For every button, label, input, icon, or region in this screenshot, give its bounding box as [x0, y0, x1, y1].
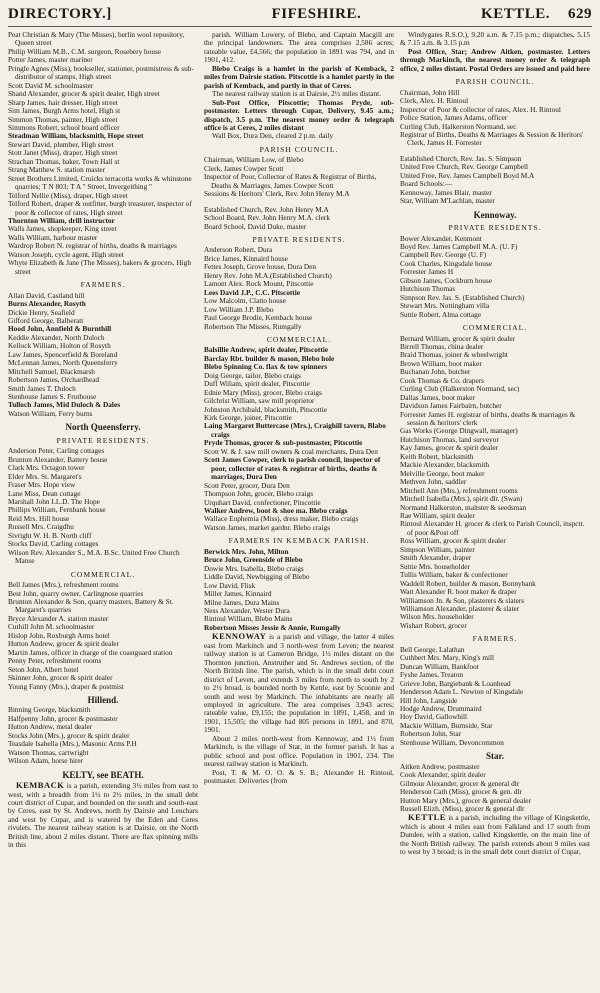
directory-entry: Gifford George, Balberatt [8, 315, 84, 325]
directory-entry: Walls William, harbour master [8, 232, 98, 242]
directory-entry: Stewart David, plumber, High street [8, 139, 114, 149]
directory-entry: Williamson Jn. & Son, plasterers & slaters [400, 595, 525, 605]
directory-entry: Russell Elizh. (Miss), grocer & general dlr [400, 803, 525, 813]
place-heading: KELTY, see BEATH. [62, 769, 144, 780]
directory-entry: Pringle Agnes (Miss), bookseller, stationer, postmistress & sub-distributor of stamps, High street [8, 63, 194, 82]
paragraph-text: parish. William Lowery, of Blebo, and Captain Macgill are the principal landowners. The area comprises 2,586 acres; rateable value, £4,566; the population in 1891 was 794, and in 1901, 412. [204, 31, 394, 65]
directory-entry: Street Brothers Limited, Cruicks terracotta works & whinstone quarries; T N 803; T A " Street, Invergeithing " [8, 173, 192, 192]
directory-entry: Kellock William, Holton of Rosyth [8, 341, 111, 351]
directory-entry: Blebo Spinning Co. flax & tow spinners [204, 362, 328, 372]
place-heading: Star. [486, 751, 504, 762]
paragraph-text: is a parish, extending 3½ miles from east to west, with a breadth from 1½ to 2½ miles, in the small debt court district of Cupar, and bounded on the south and south-east by Ceres, east by St. Andrews, north by Dairsie and Leuchars and west by Cupar, and is watered by the Eden and Ceres rivulets. The nearest railway station is at Dairsie, on the North British line, about 2 miles distant. There are flax spinning mills in this [8, 781, 198, 850]
paragraph-text: Blebo Craigs is a hamlet in the parish of Kemback, 2 miles from Dairsie station. Pitscottie is a hamlet partly in the parish of Kemback, and partly in that of Ceres. [204, 63, 394, 90]
directory-entry: Curling Club (Halkerston Normand, sec) [400, 384, 520, 394]
directory-entry: Wilson Adam, horse hirer [8, 756, 84, 766]
directory-entry: McLennan James, North Queensferry [8, 358, 118, 368]
directory-entry: Hutton Mary (Mrs.), grocer & general dealer [400, 795, 531, 805]
directory-entry: Wishart Robert, grocer [400, 620, 467, 630]
directory-entry: Peat Christian & Mary (The Misses), berlin wool repository, Queen street [8, 31, 185, 48]
paragraph-text: is a parish and village, the latter 4 miles east from Markinch and 3 north-west from Leven; the nearest railway station is at Cameron Bridge, 1½ miles distant on the Thornton junction, Anstruther and St. Andrews section, of the North British line. The parish, which is in the small debt court district of Leven, and extends 3 miles from north to south by 2 to 2½ broad, is bounded north by Kettle, east by Scoonie and south and west by Markinch. The inhabitants are nearly all employed in agriculture. The area comprises 3,943 acres; rateable value, £9,155; the population in 1891, 1,458, and in 1901, 15,505; the village had 805 persons in 1891, and 870, 1901. [204, 632, 394, 735]
directory-entry: Established Church, Rev. John Henry M.A [204, 204, 329, 214]
directory-entry: Philip William M.B., C.M. surgeon, Rosebery house [8, 46, 162, 56]
directory-entry: Strang Matthew S. station master [8, 165, 106, 175]
directory-entry: Best John, quarry owner, Carlingnose quarries [8, 588, 144, 598]
description-paragraph [400, 31, 590, 48]
directory-entry: Walker Andrew, boot & shoe ma. Blebo craigs [204, 506, 348, 516]
directory-entry: Board Schools:— [400, 179, 453, 189]
directory-entry: Cuthill John M. schoolmaster [8, 622, 95, 632]
columns [8, 31, 592, 986]
directory-entry: Keddie Alexander, North Duloch [8, 332, 105, 342]
paragraph-text: Post Office, Star; Andrew Aitken, postmaster. Letters through Markinch, the nearest money order & telegraph office, 2 miles distant. Postal Orders are issued and paid here [400, 46, 590, 73]
directory-entry: Sharp James, hair dresser, High street [8, 97, 118, 107]
directory-entry: Chairman, John Hill [400, 87, 460, 97]
directory-entry: Milne James, Dura Mains [204, 597, 280, 607]
directory-entry: Tulloch James, Mid Duloch & Dales [8, 400, 121, 410]
directory-entry: Scott David M. schoolmaster [8, 80, 94, 90]
directory-entry: Mackie Alexander, blacksmith [400, 460, 490, 470]
directory-entry: Hutton Andrew, metal dealer [8, 722, 93, 732]
directory-entry: Suttie Robert, Alma cottage [400, 309, 482, 319]
paragraph-text: Sub-Post Office, Pitscottie; Thomas Pryde, sub-postmaster. Letters through Cupar, Delivery, 9.45 a.m.; dispatch, 3.5 p.m. The nearest money order & telegraph office is at Ceres, 2 miles distant [204, 97, 394, 132]
directory-entry: Stewart Mrs. Nottingham villa [400, 301, 490, 311]
directory-entry: Stenhouse William, Devoncommon [400, 737, 504, 747]
directory-entry: Bruce John, Greenside of Blebo [204, 555, 303, 565]
directory-entry: Normand Halkerston, maltster & seedsman [400, 502, 527, 512]
directory-entry: Burns Alexander, Rosyth [8, 299, 86, 309]
directory-entry: Smith Alexander, draper [400, 553, 472, 563]
directory-entry: United Free, Rev. James Campbell Boyd M.A [400, 170, 535, 180]
directory-entry: Stocks David, Carling cottages [8, 539, 99, 549]
paragraph-text: Wall Box, Dura Den, cleared 2 p.m. daily [212, 131, 334, 141]
directory-entry: Boyd Rev. James Campbell M.A. (U. F) [400, 241, 518, 251]
section-heading: COMMERCIAL. [70, 569, 136, 579]
directory-entry: Brice James, Kinnaird house [204, 253, 288, 263]
directory-entry: Penny Peter, refreshment rooms [8, 656, 102, 666]
directory-entry: Lees David J.P., C.C. Pitscottie [204, 287, 300, 297]
section-heading: FARMERS IN KEMBACK PARISH. [228, 536, 370, 546]
section-heading: PRIVATE RESIDENTS. [252, 234, 346, 244]
directory-entry: Henderson Adam L. Newton of Kingsdale [400, 687, 524, 697]
directory-entry: Registrar of Births, Deaths & Marriages & Session & Heritors' Clerk, James H. Forrester [400, 129, 584, 148]
directory-entry: Robertson The Misses, Rumgally [204, 321, 302, 331]
directory-entry: Thornton William, drill instructor [8, 215, 115, 225]
directory-entry: Braid Thomas, joiner & wheelwright [400, 350, 508, 360]
directory-entry: Gibson James, Cockburn house [400, 275, 493, 285]
directory-entry: Lane Miss, Dean cottage [8, 488, 81, 498]
directory-entry: Stenhouse James S. Fruthouse [8, 392, 97, 402]
directory-entry: Strachan Thomas, baker, Town Hall st [8, 156, 120, 166]
section-heading: PARISH COUNCIL. [455, 77, 535, 87]
directory-entry: Binning George, blacksmith [8, 705, 91, 715]
page-header [8, 6, 592, 27]
directory-entry: Hood John, Annfield & Burnthill [8, 324, 112, 334]
description-paragraph [204, 632, 394, 734]
directory-entry: Hislop John, Roxburgh Arms hotel [8, 630, 110, 640]
directory-entry: Bell James (Mrs.), refreshment rooms [8, 580, 119, 590]
directory-entry: Ness Alexander, Wester Dura [204, 606, 290, 615]
directory-entry: Telford Robert, draper & outfitter, burgh treasurer, inspector of poor & collector of rates, High street [8, 199, 192, 217]
description-paragraph [204, 735, 394, 769]
directory-entry: Aitken Andrew, postmaster [400, 761, 480, 771]
directory-entry: Duff Wiliam, spirit dealer, Pitscottie [204, 379, 310, 389]
header-left: DIRECTORY.] [8, 6, 112, 22]
column-3 [400, 31, 590, 986]
paragraph-text: is a parish, including the village of Kingskettle, which is about 4 miles east from Falkland and 17 south from Dundee, with a station, called Kingskettle, on the main line of the North British railway. The parish extends about 9 miles east to west by 3 broad; is in the small debt court district of Cupar, [400, 813, 590, 857]
directory-entry: Barclay Rbt. builder & mason, Blebo hole [204, 353, 335, 363]
paragraph-text: About 2 miles north-west from Kennoway, and 1½ from Markinch, is the village of Star, in the former parish. It has a public school and post office. Population in 1901, 234. The nearest railway station is Markinch. [204, 733, 394, 769]
directory-entry: Bower Alexander, Kenmont [400, 233, 482, 243]
directory-entry: Henderson Cath (Miss), grocer & gen. dlr [400, 787, 522, 797]
directory-entry: Ross William, grocer & spirit dealer [400, 536, 506, 546]
directory-entry: Bell George, Lalathan [400, 644, 465, 654]
directory-entry: Brunton Alexander, Battery house [8, 454, 108, 464]
directory-entry: Gilchrist William, saw mill proprietor [204, 396, 315, 406]
directory-entry: Duncan William, Bankfoot [400, 661, 479, 671]
directory-entry: Low William J.P. Blebo [204, 304, 274, 314]
directory-entry: Kirk George, joiner, Pitscottie [204, 413, 292, 423]
section-heading: COMMERCIAL. [462, 323, 528, 333]
directory-entry: Suttie Mrs. householder [400, 561, 470, 571]
directory-entry: Low Malcolm, Clatto house [204, 296, 286, 306]
directory-entry: Pryde Thomas, grocer & sub-postmaster, Pitscottie [204, 438, 363, 448]
directory-entry: Clark Mrs. Octagon tower [8, 463, 85, 473]
directory-entry: Mitchell Samuel, Blackmarsh [8, 366, 95, 376]
description-paragraph [204, 132, 394, 140]
directory-entry: Cook Alexander, spirit dealer [400, 770, 486, 780]
directory-entry: Mitchell Ann (Mrs.), refreshment rooms [400, 485, 518, 495]
description-paragraph [204, 99, 394, 133]
section-heading: COMMERCIAL. [266, 334, 332, 344]
section-heading: FARMERS. [472, 634, 518, 644]
directory-entry: Bernard William, grocer & spirit dealer [400, 333, 516, 343]
directory-entry: Robertson John, Star [400, 729, 462, 739]
directory-entry: Hutton Andrew, grocer & spirit dealer [8, 639, 119, 649]
directory-entry: Doig George, tailor, Blebo craigs [204, 370, 301, 380]
directory-entry: Law James, Spencerfield & Boreland [8, 349, 118, 359]
directory-entry: Fettes Joseph, Grove house, Dura Den [204, 262, 317, 272]
directory-entry: Mitchell Isabella (Mrs.), spirit dlr. (Swan) [400, 494, 523, 504]
directory-entry: Reid Mrs. Hill house [8, 513, 70, 523]
column-2 [204, 31, 394, 986]
directory-entry: Potter James, master mariner [8, 55, 93, 65]
directory-entry: Dickie Henry, Seafield [8, 307, 75, 317]
directory-entry: Berwick Mrs. John, Milton [204, 546, 289, 556]
directory-entry: Kennoway, James Blair, master [400, 187, 492, 197]
directory-entry: Watson James, market gardnr. Blebo craigs [204, 522, 331, 532]
description-paragraph [204, 769, 394, 786]
directory-entry: Telford Nellie (Miss), draper, High street [8, 190, 128, 200]
directory-entry: Simmons Robert, school board officer [8, 122, 120, 132]
directory-entry: Buchanan John, butcher [400, 367, 471, 377]
directory-entry: Seton John, Albert hotel [8, 664, 79, 674]
column-1 [8, 31, 198, 986]
directory-entry: Whyte Elizabeth & Jane (The Misses), bakers & grocers, High street [8, 258, 191, 276]
directory-entry: Scott Peter, grocer, Dura Den [204, 480, 290, 490]
directory-entry: Young Fanny (Mrs.), draper & postmist [8, 681, 124, 691]
directory-entry: Scott W. & J. saw mill owners & coal merchants, Dura Den [204, 446, 378, 456]
directory-entry: Established Church, Rev. Jas. S. Simpson [400, 153, 522, 163]
directory-entry: Inspector of Poor, Collector of Rates & Registrar of Births, Deaths & Marriages, James Cowper Scott [204, 172, 377, 190]
directory-entry: Elder Mrs. St. Margaret's [8, 471, 82, 481]
parish-name: KENNOWAY [212, 631, 267, 642]
directory-entry: Teasdale Isabella (Mrs.), Masonic Arms P.H [8, 739, 137, 749]
directory-entry: Stocks John (Mrs.), grocer & spirit dealer [8, 730, 130, 740]
directory-entry: Rintoul William, Blebo Mains [204, 614, 293, 624]
directory-entry: Simpson Rev. Jas. S. (Established Church) [400, 292, 525, 302]
description-paragraph [400, 48, 590, 73]
directory-entry: Sessions & Heritors' Clerk, Rev. John Henry M.A [204, 189, 350, 199]
directory-entry: Halfpenny John, grocer & postmaster [8, 713, 118, 723]
directory-entry: Wardrop Robert N. registrar of births, deaths & marriages [8, 241, 177, 251]
directory-entry: Board School, David Duke, master [204, 221, 307, 231]
directory-entry: Sim James, Burgh Arms hotel, High st [8, 106, 121, 116]
paragraph-text: Windygates R.S.O.), 9.20 a.m. & 7.15 p.m.; dispatches, 5.15 & 7.15 a.m. & 3.15 p.m [400, 31, 590, 48]
directory-entry: Paul George Brodie, Kemback house [204, 313, 313, 323]
directory-entry: Forrester James H. registrar of births, deaths & marriages & session & heritors' clerk [400, 409, 576, 428]
directory-entry: Forrester James H [400, 267, 454, 277]
directory-entry: Grieve John, Bargiebank & Loanhead [400, 678, 511, 688]
directory-entry: Davidson James Fairbairn, butcher [400, 401, 502, 411]
directory-entry: Hutchison Thomas [400, 284, 456, 294]
header-place: KETTLE. [481, 6, 550, 22]
directory-entry: Skinner John, grocer & spirit dealer [8, 673, 113, 683]
description-paragraph [204, 65, 394, 90]
description-paragraph [400, 813, 590, 856]
directory-entry: Miller James, Kinnaird [204, 589, 272, 599]
directory-entry: Police Station, James Adams, officer [400, 113, 508, 123]
directory-entry: Russell Mrs. Craigdhu [8, 522, 74, 532]
directory-entry: Mackie William, Burnside, Star [400, 720, 493, 730]
directory-entry: Marshall John LL.D. The Hope [8, 497, 100, 507]
directory-entry: Allan David, Castland hill [8, 290, 85, 300]
directory-entry: Liddle David, Newbigging of Blebo [204, 572, 310, 582]
directory-entry: Campbell Rev. George (U. F) [400, 250, 487, 260]
paragraph-text: The nearest railway station is at Dairsie, 2½ miles distant. [212, 89, 382, 99]
directory-entry: Curling Club, Halkerston Normand, sec [400, 121, 517, 131]
directory-entry: Watson William, Ferry burns [8, 408, 93, 418]
directory-entry: Hodge Andrew, Drummaird [400, 703, 482, 713]
directory-entry: Watson Thomas, cartwright [8, 747, 89, 757]
directory-entry: Stott Janet (Miss), draper, High street [8, 148, 118, 158]
directory-entry: Watt Alexander R. boot maker & draper [400, 587, 517, 597]
place-heading: North Queensferry. [65, 422, 141, 433]
directory-entry: Clerk, James Cowper Scott [204, 163, 284, 173]
directory-entry: Hutchison Thomas, land surveyor [400, 434, 499, 444]
directory-entry: Dallas James, boot maker [400, 392, 475, 402]
directory-entry: Simpson William, painter [400, 544, 475, 554]
directory-entry: Gilmour Alexander, grocer & general dlr [400, 778, 520, 788]
directory-entry: Brunton Alexander & Son, quarry masters, Battery & St. Margaret's quarries [8, 597, 174, 615]
directory-entry: Cuthbert Mrs. Mary, King's mill [400, 653, 495, 663]
parish-name: KETTLE [408, 812, 446, 823]
directory-entry: Sivright W. H. B. North cliff [8, 530, 92, 540]
paragraph-text: Post, T. & M. O. O. & S. B.; Alexander H. Rintoul, postmaster. Deliveries (from [204, 767, 394, 786]
directory-entry: Cook Charles, Kingsdale house [400, 258, 493, 268]
directory-entry: Clerk, Alex. H. Rintoul [400, 96, 469, 106]
section-heading: PARISH COUNCIL. [259, 144, 339, 154]
directory-entry: Steadman William, blacksmith, Hope street [8, 131, 144, 141]
place-heading: Hillend. [87, 694, 119, 705]
directory-entry: Lamont Alex. Rock Mount, Pitscottie [204, 279, 314, 289]
directory-entry: Ednie Mary (Miss), grocer, Blebo craigs [204, 387, 322, 397]
directory-entry: Phillips William, Fernbank house [8, 505, 106, 515]
directory-entry: Kay James, grocer & spirit dealer [400, 443, 499, 453]
directory-entry: Smith James T. Duloch [8, 383, 76, 393]
directory-entry: United Free Church, Rev. George Campbell [400, 162, 529, 172]
directory-entry: Methven John, saddler [400, 477, 467, 487]
directory-entry: Fyshe James, Treaton [400, 670, 464, 680]
directory-entry: Simmon Thomas, painter, High street [8, 114, 118, 124]
directory-entry: Laing Margaret Buttercase (Mrs.), Craighill tavern, Blabo craigs [204, 421, 386, 439]
directory-entry: Martin James, officer in charge of the coastguard station [8, 647, 173, 657]
directory-entry: Balsillie Andrew, spirit dealer, Pitscottie [204, 345, 329, 355]
section-heading: PRIVATE RESIDENTS. [56, 435, 150, 445]
directory-entry: Wilson Rev. Alexander S., M.A. B.Sc. United Free Church Manse [8, 547, 180, 566]
directory-entry: Hill John, Langside [400, 695, 458, 705]
directory-entry: Hoy David, Gallowhill [400, 712, 468, 722]
directory-entry: Gas Works (George Dingwall, manager) [400, 426, 518, 436]
directory-entry: Robertson Misses Jessie & Annie, Rumgally [204, 622, 341, 632]
directory-entry: School Board, Rev. John Henry M.A. clerk [204, 213, 330, 223]
directory-entry: Rae William, spirit dealer [400, 511, 475, 521]
directory-entry: Rintoul Alexander H. grocer & clerk to Parish Council, inspctr. of poor &Post off [400, 519, 585, 537]
place-heading: Kennoway. [473, 209, 517, 220]
directory-entry: Tullis William, baker & confectioner [400, 570, 508, 580]
directory-entry: Johnston Archibald, blacksmith, Pitscottie [204, 404, 328, 414]
directory-entry: Inspector of Poor & collector of rates, Alex. H. Rintoul [400, 104, 561, 114]
directory-entry: Bryce Alexander A. station master [8, 613, 109, 623]
header-county: FIFESHIRE. [271, 6, 362, 22]
directory-entry: Chairman, William Low, of Blebo [204, 155, 304, 165]
directory-entry: Star, William M'Lachlan, master [400, 196, 495, 206]
directory-entry: Waddell Robert, builder & mason, Bonnybank [400, 578, 536, 588]
directory-entry: Scott James Cowper, clerk to parish council, inspector of poor, collector of rates & registrar of births, deaths & marriages, Dura Den [204, 455, 381, 482]
directory-entry: Anderson Robert, Dura [204, 245, 273, 255]
directory-entry: Fraser Mrs. Hope view [8, 480, 76, 490]
directory-entry: Wilson Mrs. householder [400, 612, 474, 622]
directory-entry: Cook Thomas & Co. drapers [400, 375, 484, 385]
directory-entry: Urquhart David, confectioner, Pitscottie [204, 497, 321, 507]
directory-entry: Dowie Mrs. Isabella, Blebo craigs [204, 563, 304, 573]
directory-entry: Keith Robert, blacksmith [400, 451, 474, 461]
directory-entry: Thompson John, grocer, Blebo craigs [204, 489, 314, 499]
directory-entry: Walls James, shopkeeper, King street [8, 224, 117, 234]
directory-entry: Williamson Alexander, plasterer & slater [400, 604, 520, 613]
directory-entry: Birrell Thomas, china dealer [400, 341, 484, 351]
directory-entry: Robertson James, Orchardhead [8, 375, 99, 385]
directory-entry: Melville George, boot maker [400, 468, 485, 478]
description-paragraph [8, 781, 198, 850]
directory-entry: Shand Alexander, grocer & spirit dealer, High street [8, 89, 160, 99]
parish-name: KEMBACK [16, 780, 65, 791]
directory-entry: Anderson Peter, Carling cottages [8, 446, 105, 456]
directory-entry: Low David, Flisk [204, 580, 256, 590]
section-heading: PRIVATE RESIDENTS. [448, 223, 542, 233]
directory-entry: Brown William, boot maker [400, 358, 482, 368]
section-heading: FARMERS. [80, 280, 126, 290]
description-paragraph [204, 31, 394, 65]
directory-entry: Henry Rev. John M.A.(Established Church) [204, 270, 332, 280]
page-number: 629 [568, 6, 592, 22]
directory-entry: Watson Joseph, cycle agent, High street [8, 249, 124, 259]
directory-entry: Wallace Euphemia (Miss), dress maker, Blebo craigs [204, 514, 359, 524]
